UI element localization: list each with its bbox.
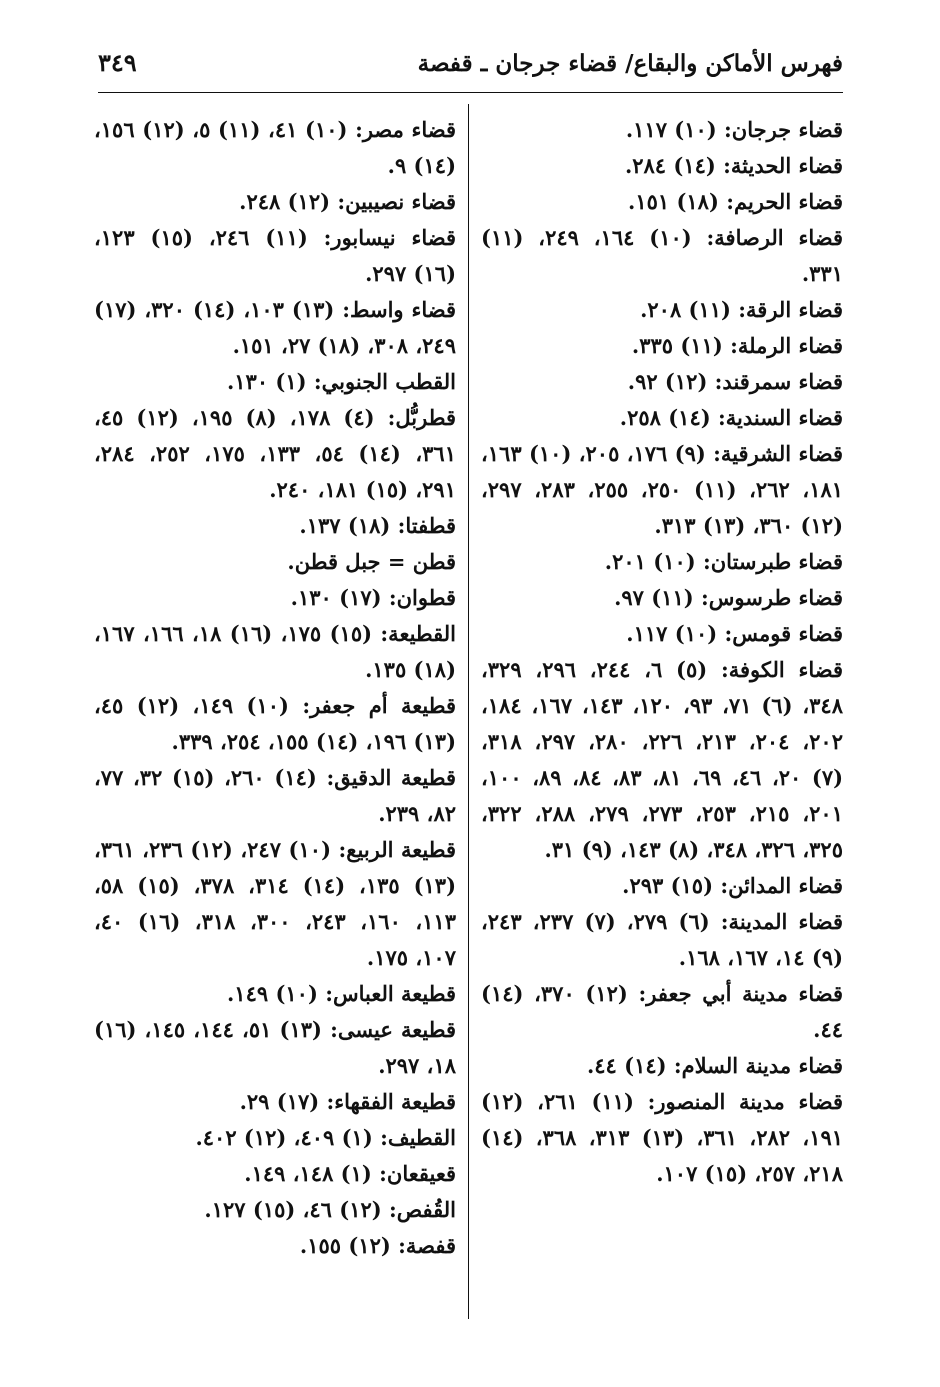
index-entry: قطيعة الدقيق: (١٤) ٢٦٠، (١٥) ٣٢، ٧٧، ٨٢، ٢٣٩. (94, 765, 457, 826)
index-entry: قضاء سمرقند: (١٢) ٩٢. (627, 369, 843, 394)
index-entry: قضاء الحريم: (١٨) ١٥١. (628, 189, 843, 214)
right-column (481, 112, 843, 1192)
index-entry: قضاء المدائن: (١٥) ٢٩٣. (622, 873, 843, 898)
index-entry: قضاء الحديثة: (١٤) ٢٨٤. (624, 153, 843, 178)
index-entry: قضاء مدينة أبي جعفر: (١٢) ٣٧٠، (١٤) ٤٤. (481, 981, 844, 1042)
index-entry: قضاء السندية: (١٤) ٢٥٨. (619, 405, 843, 430)
index-entry: قطربُّل: (٤) ١٧٨، (٨) ١٩٥، (١٢) ٤٥، ٣٦١، (١٤) ٥٤، ١٣٣، ١٧٥، ٢٥٢، ٢٨٤، ٢٩١، (١٥) ١٨١، ٢٤٠. (94, 405, 456, 502)
page-number: ٣٤٩ (98, 48, 137, 77)
running-title: فهرس الأماكن والبقاع/ قضاء جرجان ـ قفصة (417, 50, 843, 77)
index-entry: قطفتا: (١٨) ١٣٧. (299, 513, 456, 538)
index-entry: القطب الجنوبي: (١) ١٣٠. (226, 369, 456, 394)
index-entry: قطيعة الفقهاء: (١٧) ٢٩. (239, 1089, 456, 1114)
index-entry: قطيعة العباس: (١٠) ١٤٩. (226, 981, 456, 1006)
index-entry: قطيعة الربيع: (١٠) ٢٤٧، (١٢) ٢٣٦، ٣٦١، (١٣) ١٣٥، (١٤) ٣١٤، ٣٧٨، (١٥) ٥٨، ١١٣، ١٦٠، ٢٤٣، ٣٠٠، ٣١٨، (١٦) ٤٠، ١٠٧، ١٧٥. (94, 837, 457, 970)
index-entry: قضاء الرملة: (١١) ٣٣٥. (631, 333, 843, 358)
index-entry: قضاء نصيبين: (١٢) ٢٤٨. (239, 189, 456, 214)
index-entry: قضاء طرسوس: (١١) ٩٧. (614, 585, 843, 610)
index-entry: قضاء واسط: (١٣) ١٠٣، (١٤) ٣٢٠، (١٧) ٢٤٩، ٣٠٨، (١٨) ٢٧، ١٥١. (94, 297, 457, 358)
index-entry: القطيف: (١) ٤٠٩، (١٢) ٤٠٢. (195, 1125, 456, 1150)
index-entry: قضاء جرجان: (١٠) ١١٧. (625, 117, 843, 142)
index-entry: قضاء مدينة السلام: (١٤) ٤٤. (586, 1053, 843, 1078)
index-entry: قضاء المدينة: (٦) ٢٧٩، (٧) ٢٣٧، ٢٤٣، (٩) ١٤، ١٦٧، ١٦٨. (481, 909, 844, 970)
index-entry: قضاء قومس: (١٠) ١١٧. (626, 621, 843, 646)
index-entry: قضاء الرقة: (١١) ٢٠٨. (640, 297, 843, 322)
page-header (98, 44, 843, 90)
index-entry: قطن = جبل قطن. (287, 549, 456, 574)
header-divider (98, 92, 843, 93)
index-entry: قطوان: (١٧) ١٣٠. (290, 585, 456, 610)
left-column (94, 112, 456, 1264)
index-entry: قضاء الرصافة: (١٠) ١٦٤، ٢٤٩، (١١) ٣٣١. (481, 225, 844, 286)
index-entry: قعيقعان: (١) ١٤٨، ١٤٩. (244, 1161, 456, 1186)
index-entry: قضاء طبرستان: (١٠) ٢٠١. (604, 549, 843, 574)
index-entry: القطيعة: (١٥) ١٧٥، (١٦) ١٨، ١٦٦، ١٦٧، (١٨) ١٣٥. (94, 621, 456, 682)
index-entry: القُفص: (١٢) ٤٦، (١٥) ١٢٧. (204, 1197, 456, 1222)
index-entry: قضاء الكوفة: (٥) ٦، ٢٤٤، ٢٩٦، ٣٢٩، ٣٤٨، (٦) ٧١، ٩٣، ١٢٠، ١٤٣، ١٦٧، ١٨٤، ٢٠٢، ٢٠٤، ٢١٣، ٢٢٦، ٢٨٠، ٢٩٧، ٣١٨، (٧) ٢٠، ٤٦، ٦٩، ٨١، ٨٣، ٨٤، ٨٩، ١٠٠، ٢٠١، ٢١٥، ٢٥٣، ٢٧٣، ٢٧٩، ٢٨٨، ٣٢٢، ٣٢٥، ٣٢٦، ٣٤٨، (٨) ١٤٣، (٩) ٣١. (481, 657, 844, 862)
index-entry: قطيعة عيسى: (١٣) ٥١، ١٤٤، ١٤٥، (١٦) ١٨، ٢٩٧. (94, 1017, 457, 1078)
index-entry: قضاء نيسابور: (١١) ٢٤٦، (١٥) ١٢٣، (١٦) ٢٩٧. (94, 225, 456, 286)
index-entry: قضاء الشرقية: (٩) ١٧٦، ٢٠٥، (١٠) ١٦٣، ١٨١، ٢٦٢، (١١) ٢٥٠، ٢٥٥، ٢٨٣، ٢٩٧، (١٢) ٣٦٠، (١٣) ٣١٣. (481, 441, 844, 538)
index-entry: قضاء مصر: (١٠) ٤١، (١١) ٥، (١٢) ١٥٦، (١٤) ٩. (94, 117, 457, 178)
index-entry: قفصة: (١٢) ١٥٥. (299, 1233, 456, 1258)
index-entry: قضاء مدينة المنصور: (١١) ٢٦١، (١٢) ١٩١، ٢٨٢، ٣٦١، (١٣) ٣١٣، ٣٦٨، (١٤) ٢١٨، ٢٥٧، (١٥) ١٠٧. (481, 1089, 844, 1186)
index-entry: قطيعة أم جعفر: (١٠) ١٤٩، (١٢) ٤٥، (١٣) ١٩٦، (١٤) ١٥٥، ٢٥٤، ٣٣٩. (94, 693, 456, 754)
column-divider (468, 104, 469, 1319)
